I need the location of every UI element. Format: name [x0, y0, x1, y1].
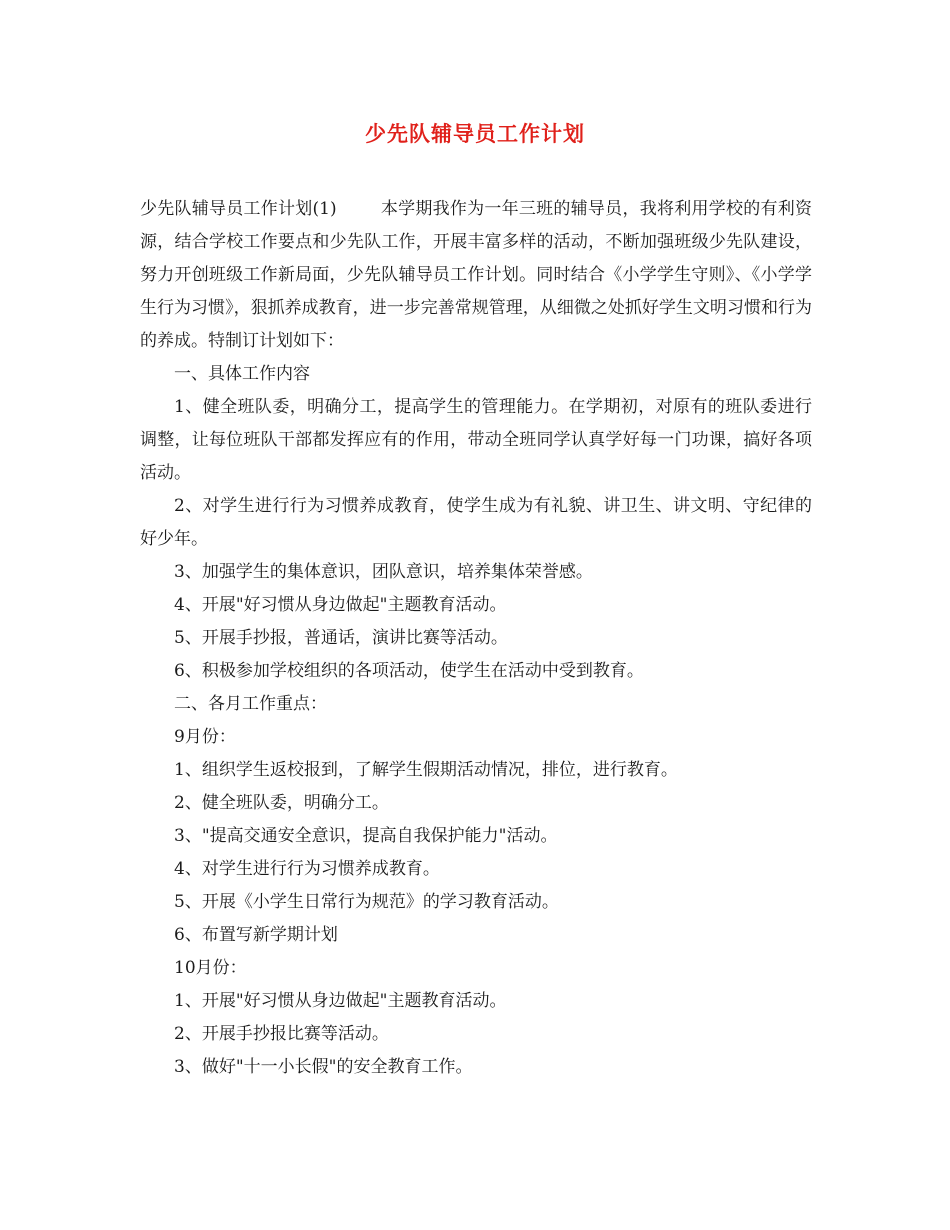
october-item-1: 1、开展"好习惯从身边做起"主题教育活动。: [174, 991, 507, 1011]
section-heading-content: 一、具体工作内容: [174, 364, 310, 384]
content-item-6: 6、积极参加学校组织的各项活动，使学生在活动中受到教育。: [174, 661, 644, 681]
content-item-3: 3、加强学生的集体意识，团队意识，培养集体荣誉感。: [174, 562, 593, 582]
content-item-4: 4、开展"好习惯从身边做起"主题教育活动。: [174, 595, 507, 615]
content-item-1: 1、健全班队委，明确分工，提高学生的管理能力。在学期初，对原有的班队委进行调整，让每位班队干部都发挥应有的作用，带动全班同学认真学好每一门功课，搞好各项活动。: [140, 397, 812, 483]
intro-paragraph: [140, 193, 812, 358]
september-item-1: 1、组织学生返校报到，了解学生假期活动情况，排位，进行教育。: [174, 760, 678, 780]
document-title: 少先队辅导员工作计划: [365, 122, 585, 146]
section-heading-monthly: 二、各月工作重点：: [174, 694, 327, 714]
content-item-2: 2、对学生进行行为习惯养成教育，使学生成为有礼貌、讲卫生、讲文明、守纪律的好少年。: [140, 496, 812, 549]
month-heading-october: 10月份：: [174, 958, 247, 978]
intro-label: 少先队辅导员工作计划(1): [140, 199, 337, 219]
content-item-5: 5、开展手抄报，普通话，演讲比赛等活动。: [174, 628, 508, 648]
intro-text: 本学期我作为一年三班的辅导员，我将利用学校的有利资源，结合学校工作要点和少先队工作，开展丰富多样的活动，不断加强班级少先队建设，努力开创班级工作新局面，少先队辅导员工作计划。同时结合《小学学生守则》、《小学学生行为习惯》，狠抓养成教育，进一步完善常规管理，从细微之处抓好学生文明习惯和行为的养成。特制订计划如下：: [140, 199, 812, 351]
september-item-4: 4、对学生进行行为习惯养成教育。: [174, 859, 440, 879]
september-item-6: 6、布置写新学期计划: [174, 925, 338, 945]
month-heading-september: 9月份：: [174, 727, 236, 747]
september-item-5: 5、开展《小学生日常行为规范》的学习教育活动。: [174, 892, 559, 912]
document-body: [140, 193, 812, 1084]
october-item-3: 3、做好"十一小长假"的安全教育工作。: [174, 1057, 473, 1077]
september-item-3: 3、"提高交通安全意识，提高自我保护能力"活动。: [174, 826, 558, 846]
september-item-2: 2、健全班队委，明确分工。: [174, 793, 389, 813]
october-item-2: 2、开展手抄报比赛等活动。: [174, 1024, 389, 1044]
